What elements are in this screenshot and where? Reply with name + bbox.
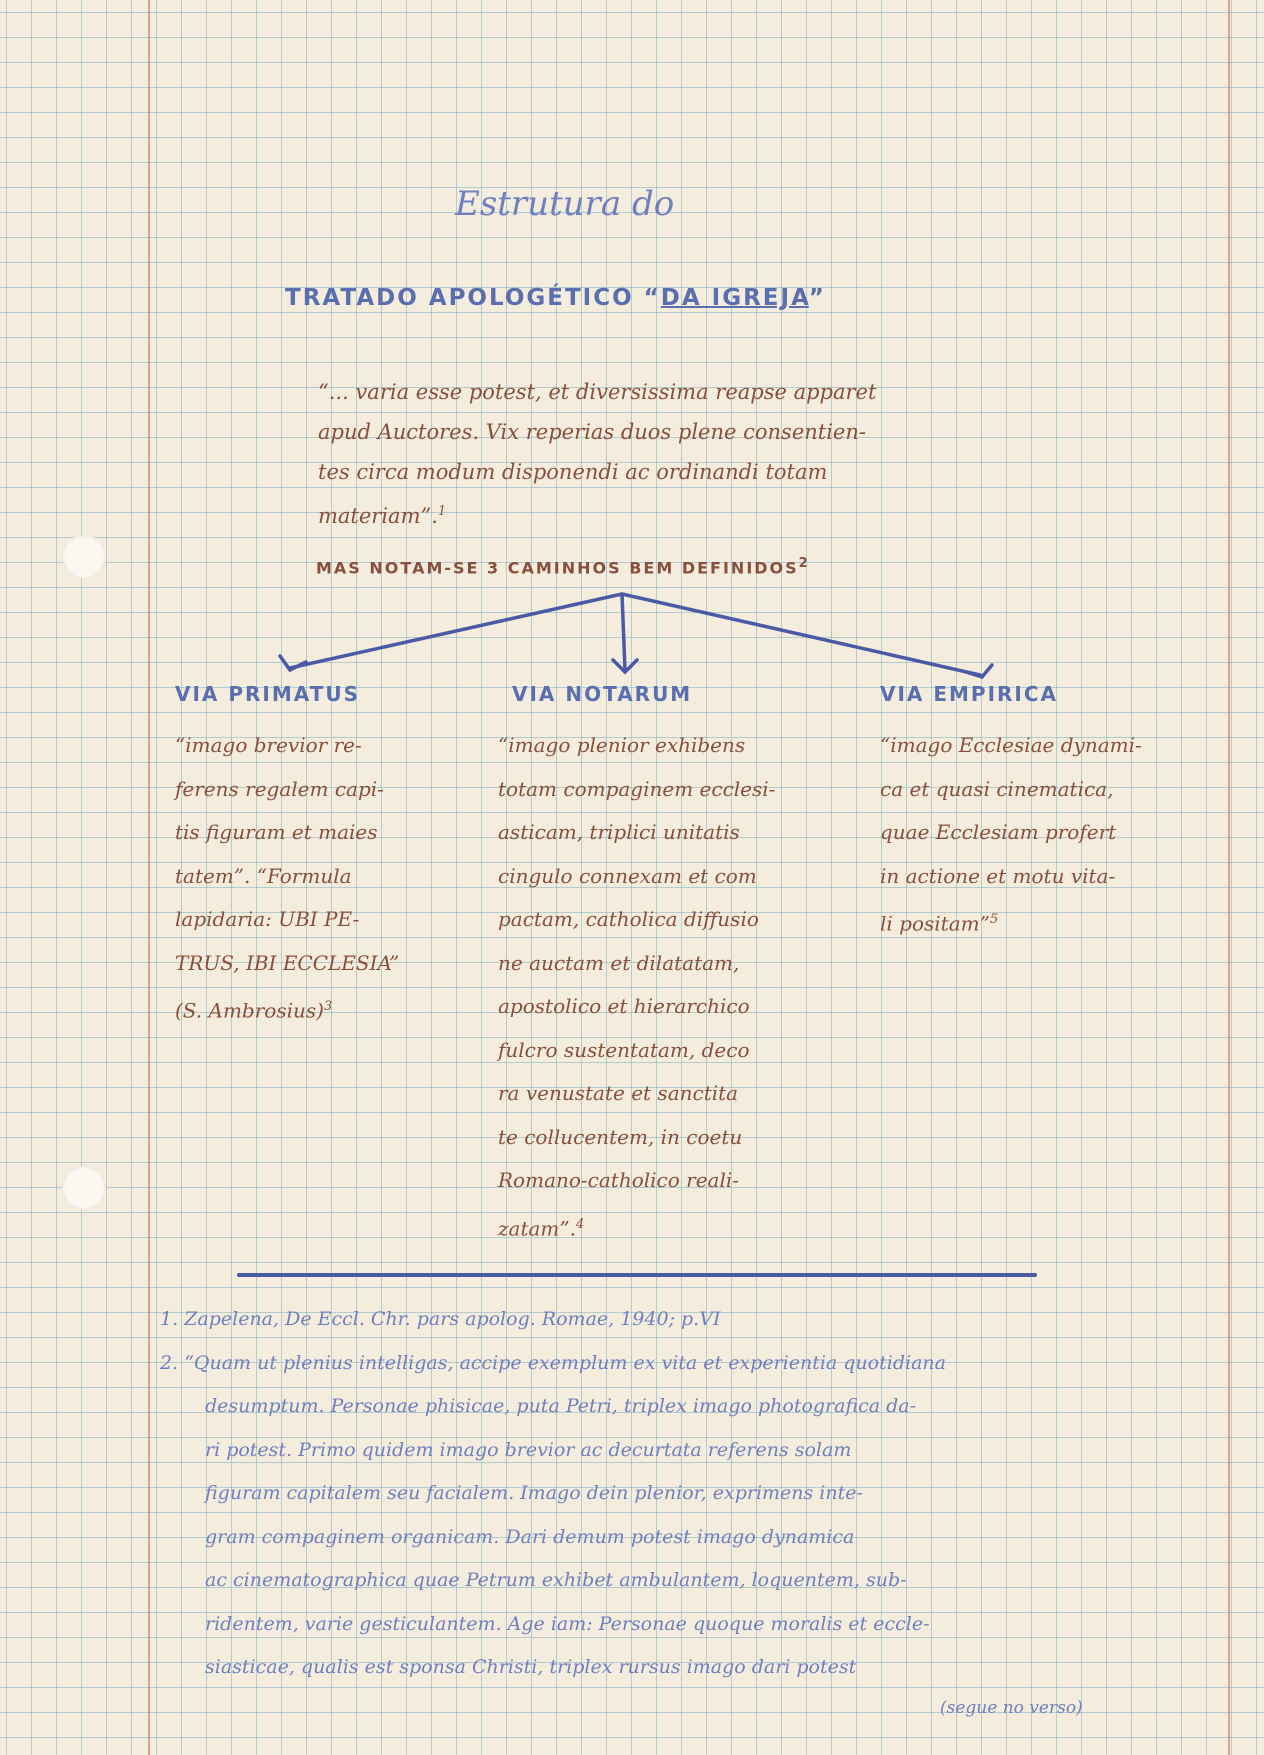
arrow-shaft-center [622, 594, 625, 670]
title-suffix: ” [808, 285, 826, 311]
heading-via-empirica: VIA EMPIRICA [880, 682, 1059, 706]
column-line: lapidaria: UBI PE- [175, 907, 360, 931]
footnote-ref: 1 [437, 504, 447, 519]
document-title: Estrutura do [455, 184, 675, 224]
footnote-line: desumptum. Personae phisicae, puta Petri, triplex imago photografica da- [205, 1395, 917, 1417]
column-line: cingulo connexam et com [498, 863, 757, 888]
heading-via-notarum: VIA NOTARUM [512, 682, 693, 706]
footnote-line: ri potest. Primo quidem imago brevior ac decurtata referens solam [205, 1438, 852, 1461]
column-line [880, 898, 1142, 946]
footnotes [160, 1298, 1240, 1726]
footnote-line: ridentem, varie gesticulantem. Age iam: Personae quoque moralis et eccle- [205, 1612, 930, 1635]
heading-via-primatus: VIA PRIMATUS [175, 682, 360, 706]
title-prefix: TRATADO APOLOGÉTICO “ [285, 285, 661, 311]
column-line [498, 1203, 775, 1251]
footnote-ref: 4 [575, 1216, 585, 1232]
footnote-number: 2. [160, 1351, 179, 1374]
branching-arrows-diagram [0, 0, 1264, 760]
footnote-line: figuram capitalem seu facialem. Imago dein plenior, exprimens inte- [205, 1482, 863, 1504]
column-line: “imago plenior exhibens [498, 733, 746, 757]
column-line: tatem”. “Formula [175, 863, 352, 888]
footnote-divider [237, 1273, 1037, 1277]
quote-line: apud Auctores. Vix reperias duos plene consentien- [318, 420, 866, 444]
quote-line: tes circa modum disponendi ac ordinandi totam [318, 460, 828, 484]
column-via-primatus [175, 724, 399, 1033]
column-line: Romano-catholico reali- [498, 1168, 740, 1192]
column-line: asticam, triplici unitatis [498, 820, 740, 844]
column-line: ca et quasi cinematica, [880, 776, 1114, 801]
column-line: ne auctam et dilatatam, [498, 950, 740, 975]
quote-line-text: materiam”. [318, 504, 438, 528]
punch-hole-bottom [62, 1166, 106, 1210]
footnote-text: “Quam ut plenius intelligas, accipe exemplum ex vita et experientia quotidiana [184, 1351, 946, 1374]
column-line: tis figuram et maies [175, 820, 378, 844]
column-line [175, 985, 399, 1033]
column-line: apostolico et hierarchico [498, 994, 750, 1018]
footnote-number: 1. [160, 1308, 179, 1330]
arrow-shaft-left [290, 594, 622, 668]
column-line-text: zatam”. [498, 1216, 576, 1241]
arrow-shaft-right [622, 594, 980, 675]
footnote-ref: 2 [798, 556, 810, 571]
column-line: quae Ecclesiam profert [880, 820, 1117, 844]
column-line: “imago brevior re- [175, 733, 362, 757]
column-line-text: li positam” [880, 911, 990, 936]
footnote-text: Zapelena, De Eccl. Chr. pars apolog. Romae, 1940; p.VI [184, 1308, 721, 1330]
title-underlined: DA IGREJA [660, 285, 809, 311]
column-line: in actione et motu vita- [880, 863, 1116, 888]
column-line: ra venustate et sanctita [498, 1081, 739, 1105]
column-line: totam compaginem ecclesi- [498, 776, 776, 801]
arrow-head-left-icon [280, 656, 306, 670]
column-line: pactam, catholica diffusio [498, 907, 759, 931]
column-line: “imago Ecclesiae dynami- [880, 733, 1142, 757]
column-line: fulcro sustentatam, deco [498, 1037, 750, 1062]
column-line: TRUS, IBI ECCLESIA” [175, 950, 400, 975]
column-line: ferens regalem capi- [175, 776, 384, 801]
continuation-note: (segue no verso) [940, 1697, 1083, 1718]
footnote-ref: 3 [323, 999, 333, 1014]
footnote-1 [160, 1298, 1240, 1342]
column-line: te collucentem, in coetu [498, 1124, 743, 1149]
three-ways-text: MAS NOTAM-SE 3 CAMINHOS BEM DEFINIDOS [316, 558, 799, 578]
column-via-notarum [498, 724, 775, 1251]
footnote-line: siasticae, qualis est sponsa Christi, triplex rursus imago dari potest [205, 1656, 857, 1678]
footnote-line: gram compaginem organicam. Dari demum potest imago dynamica [205, 1525, 855, 1548]
column-line-text: (S. Ambrosius) [175, 998, 324, 1023]
quote-line: “... varia esse potest, et diversissima reapse apparet [318, 380, 877, 404]
footnote-line: ac cinematographica quae Petrum exhibet ambulantem, loquentem, sub- [205, 1569, 907, 1591]
footnote-2 [160, 1342, 1240, 1386]
column-via-empirica [880, 724, 1142, 946]
footnote-ref: 5 [989, 912, 999, 927]
